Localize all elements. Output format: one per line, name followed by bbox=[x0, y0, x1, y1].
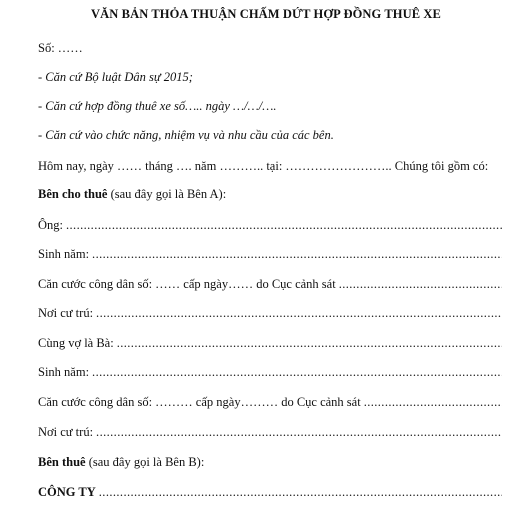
party-b-company-field bbox=[38, 484, 502, 500]
field-label: Căn cước công dân số: …… cấp ngày…… do Cục cảnh sát bbox=[38, 277, 336, 291]
fill-line bbox=[92, 364, 502, 380]
party-b-heading-label: Bên thuê bbox=[38, 455, 86, 469]
basis-rental-contract: - Căn cứ hợp đồng thuê xe số….. ngày …/…/…. bbox=[38, 99, 277, 113]
field-label: Sinh năm: bbox=[38, 365, 90, 379]
party-a-id-card-field bbox=[38, 276, 502, 292]
basis-functions: - Căn cứ vào chức năng, nhiệm vụ và nhu cầu của các bên. bbox=[38, 128, 334, 142]
document-title: VĂN BẢN THỎA THUẬN CHẤM DỨT HỢP ĐỒNG THUÊ XE bbox=[91, 7, 441, 21]
party-a-residence-field bbox=[38, 305, 502, 321]
field-label: Ông: bbox=[38, 218, 63, 232]
fill-line bbox=[96, 305, 502, 321]
party-b-heading-note: (sau đây gọi là Bên B): bbox=[85, 455, 205, 469]
fill-line bbox=[96, 424, 502, 440]
party-b-heading bbox=[38, 454, 204, 470]
document-number: Số: …… bbox=[38, 41, 83, 55]
party-a-birth-year-field bbox=[38, 246, 502, 262]
field-label: Nơi cư trú: bbox=[38, 306, 94, 320]
party-a-wife-residence-field bbox=[38, 424, 502, 440]
fill-line bbox=[92, 246, 502, 262]
company-label: CÔNG TY bbox=[38, 485, 96, 499]
date-place-line bbox=[38, 158, 504, 174]
date-place-text: Hôm nay, ngày …… tháng …. năm ……….. tại: …………………….. Chúng tôi gồm có: bbox=[38, 159, 489, 173]
party-a-heading bbox=[38, 186, 226, 202]
party-a-heading-label: Bên cho thuê bbox=[38, 187, 108, 201]
field-label: Cùng vợ là Bà: bbox=[38, 336, 114, 350]
party-a-wife-field bbox=[38, 335, 502, 351]
party-a-mr-field bbox=[38, 217, 502, 233]
field-label: Nơi cư trú: bbox=[38, 425, 94, 439]
basis-civil-code: - Căn cứ Bộ luật Dân sự 2015; bbox=[38, 70, 193, 84]
party-a-heading-note: (sau đây gọi là Bên A): bbox=[107, 187, 227, 201]
fill-line bbox=[117, 335, 502, 351]
fill-line bbox=[66, 217, 502, 233]
fill-line bbox=[339, 276, 502, 292]
fill-line bbox=[364, 394, 502, 410]
field-label: Sinh năm: bbox=[38, 247, 90, 261]
party-a-wife-birth-year-field bbox=[38, 364, 502, 380]
fill-line bbox=[99, 484, 502, 500]
party-a-wife-id-card-field bbox=[38, 394, 502, 410]
field-label: Căn cước công dân số: ……… cấp ngày……… do Cục cảnh sát bbox=[38, 395, 361, 409]
